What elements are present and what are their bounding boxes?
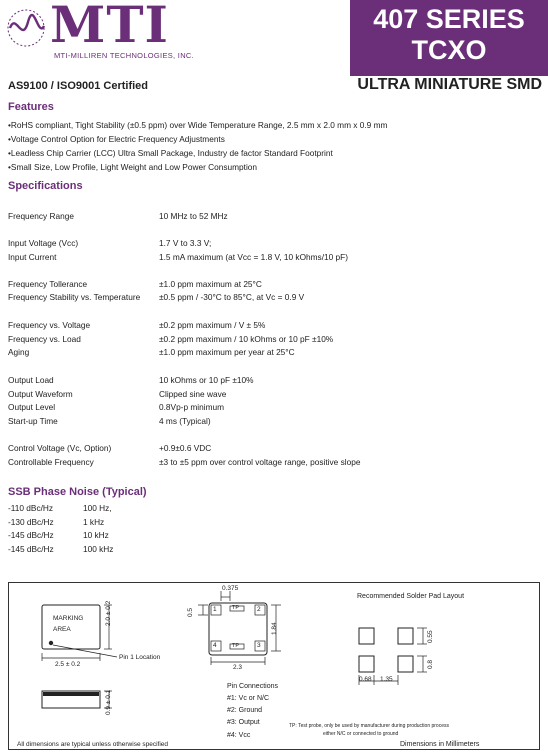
phase-noise-level: -110 dBc/Hz xyxy=(8,503,54,513)
pin1-location-label: Pin 1 Location xyxy=(119,654,161,661)
spec-row xyxy=(8,252,538,264)
spec-value: ±3 to ±5 ppm over control voltage range, positive slope xyxy=(159,457,361,467)
height-dimension: 2.0 ± 0.2 xyxy=(105,600,112,626)
spec-row xyxy=(8,211,538,223)
spec-label: Frequency vs. Load xyxy=(8,334,81,344)
spec-label: Output Waveform xyxy=(8,389,73,399)
spec-value: 4 ms (Typical) xyxy=(159,416,211,426)
phase-noise-offset: 100 Hz, xyxy=(83,503,112,513)
phase-noise-offset: 1 kHz xyxy=(83,517,105,527)
spec-row xyxy=(8,292,538,304)
spec-value: ±0.2 ppm maximum / 10 kOhms or 10 pF ±10% xyxy=(159,334,334,344)
spec-label: Input Current xyxy=(8,252,57,262)
spec-label: Output Load xyxy=(8,375,54,385)
drawing-lines xyxy=(9,583,541,751)
pin-connection: #3: Output xyxy=(227,719,260,726)
spec-label: Frequency Tollerance xyxy=(8,279,88,289)
dim-184: 1.84 xyxy=(271,622,278,635)
footer-note: All dimensions are typical unless otherwise specified xyxy=(17,741,169,748)
spec-label: Controllable Frequency xyxy=(8,457,94,467)
spec-value: ±1.0 ppm maximum at 25°C xyxy=(159,279,262,289)
spec-label: Control Voltage (Vc, Option) xyxy=(8,443,112,453)
spec-row xyxy=(8,457,538,469)
side-view-bottom-band xyxy=(43,692,99,696)
feature-item: • Small Size, Low Profile, Light Weight and Low Power Consumption xyxy=(8,160,387,174)
marking-label: MARKING xyxy=(53,615,84,622)
phase-noise-level: -145 dBc/Hz xyxy=(8,530,54,540)
dim-0375: 0.375 xyxy=(222,585,239,592)
tp-note: TP: Test probe, only be used by manufacturer during production process xyxy=(289,723,449,729)
product-type: ULTRA MINIATURE SMD xyxy=(357,76,542,93)
spec-row xyxy=(8,347,538,359)
spec-row xyxy=(8,238,538,250)
units-note: Dimensions in Millimeters xyxy=(400,741,480,748)
spec-value: ±1.0 ppm maximum per year at 25°C xyxy=(159,347,295,357)
series-subtitle: TCXO xyxy=(411,35,487,65)
tp-label: TP xyxy=(232,643,240,649)
mechanical-drawing xyxy=(8,582,540,750)
spec-value: 10 kOhms or 10 pF ±10% xyxy=(159,375,254,385)
feature-item: • Leadless Chip Carrier (LCC) Ultra Small Package, Industry de factor Standard Footprint xyxy=(8,146,387,160)
tp-label: TP xyxy=(232,605,240,611)
spec-value: 1.5 mA maximum (at Vcc = 1.8 V, 10 kOhms/10 pF) xyxy=(159,252,348,262)
pin-connections-title: Pin Connections xyxy=(227,683,278,690)
specifications-heading: Specifications xyxy=(8,180,83,192)
phase-noise-heading: SSB Phase Noise (Typical) xyxy=(8,486,147,498)
spec-label: Frequency Stability vs. Temperature xyxy=(8,292,141,302)
dim-068: 0.68 xyxy=(359,676,372,683)
spec-value: ±0.2 ppm maximum / V ± 5% xyxy=(159,320,266,330)
features-heading: Features xyxy=(8,101,54,113)
phase-noise-level: -130 dBc/Hz xyxy=(8,517,54,527)
feature-item: • Voltage Control Option for Electric Frequency Adjustments xyxy=(8,132,387,146)
spec-row xyxy=(8,443,538,455)
spec-value: Clipped sine wave xyxy=(159,389,227,399)
spec-value: ±0.5 ppm / -30°C to 85°C, at Vc = 0.9 V xyxy=(159,292,305,302)
phase-noise-offset: 10 kHz xyxy=(83,530,109,540)
series-banner xyxy=(350,0,548,76)
certification: AS9100 / ISO9001 Certified xyxy=(8,80,149,92)
dim-08: 0.8 xyxy=(427,659,434,669)
company-logo xyxy=(0,0,340,68)
pin-number: 3 xyxy=(257,642,261,649)
pin1-marker xyxy=(49,641,53,645)
spec-row xyxy=(8,416,538,428)
pin-number: 4 xyxy=(213,642,217,649)
spec-value: 10 MHz to 52 MHz xyxy=(159,211,228,221)
logo-swirl-icon xyxy=(2,2,50,54)
spec-value: 1.7 V to 3.3 V; xyxy=(159,238,212,248)
thickness-dimension: 0.9 ± 0.1 xyxy=(105,689,112,715)
dim-05: 0.5 xyxy=(187,607,194,617)
dim-23: 2.3 xyxy=(233,664,243,671)
series-title: 407 SERIES xyxy=(373,4,525,34)
spec-row xyxy=(8,334,538,346)
tp-note-continued: either N/C or connected to ground xyxy=(323,731,399,737)
dim-055: 0.55 xyxy=(427,630,434,643)
spec-value: +0.9±0.6 VDC xyxy=(159,443,212,453)
logo-text: MTI xyxy=(50,0,169,54)
spec-row xyxy=(8,389,538,401)
marking-area-label: AREA xyxy=(53,626,71,633)
spec-row xyxy=(8,375,538,387)
spec-label: Aging xyxy=(8,347,30,357)
solder-pad-title: Recommended Solder Pad Layout xyxy=(357,593,465,600)
dim-135: 1.35 xyxy=(380,676,393,683)
feature-item: • RoHS compliant, Tight Stability (±0.5 ppm) over Wide Temperature Range, 2.5 mm x 2.0 mm x 0.9 mm xyxy=(8,118,387,132)
pin-number: 2 xyxy=(257,606,261,613)
spec-label: Frequency vs. Voltage xyxy=(8,320,91,330)
spec-row xyxy=(8,402,538,414)
spec-label: Output Level xyxy=(8,402,56,412)
phase-noise-level: -145 dBc/Hz xyxy=(8,544,54,554)
spec-label: Input Voltage (Vcc) xyxy=(8,238,79,248)
spec-row xyxy=(8,320,538,332)
spec-label: Start-up Time xyxy=(8,416,58,426)
spec-row xyxy=(8,279,538,291)
features-list xyxy=(8,118,387,174)
pin-connection: #4: Vcc xyxy=(227,732,251,739)
spec-value: 0.8Vp-p minimum xyxy=(159,402,225,412)
spec-label: Frequency Range xyxy=(8,211,74,221)
pin-connection: #1: Vc or N/C xyxy=(227,695,270,702)
pin-connection: #2: Ground xyxy=(227,707,263,714)
width-dimension: 2.5 ± 0.2 xyxy=(55,661,81,668)
logo-subtitle: MTI-MILLIREN TECHNOLOGIES, INC. xyxy=(54,51,195,60)
phase-noise-offset: 100 kHz xyxy=(83,544,114,554)
pin-number: 1 xyxy=(213,606,217,613)
